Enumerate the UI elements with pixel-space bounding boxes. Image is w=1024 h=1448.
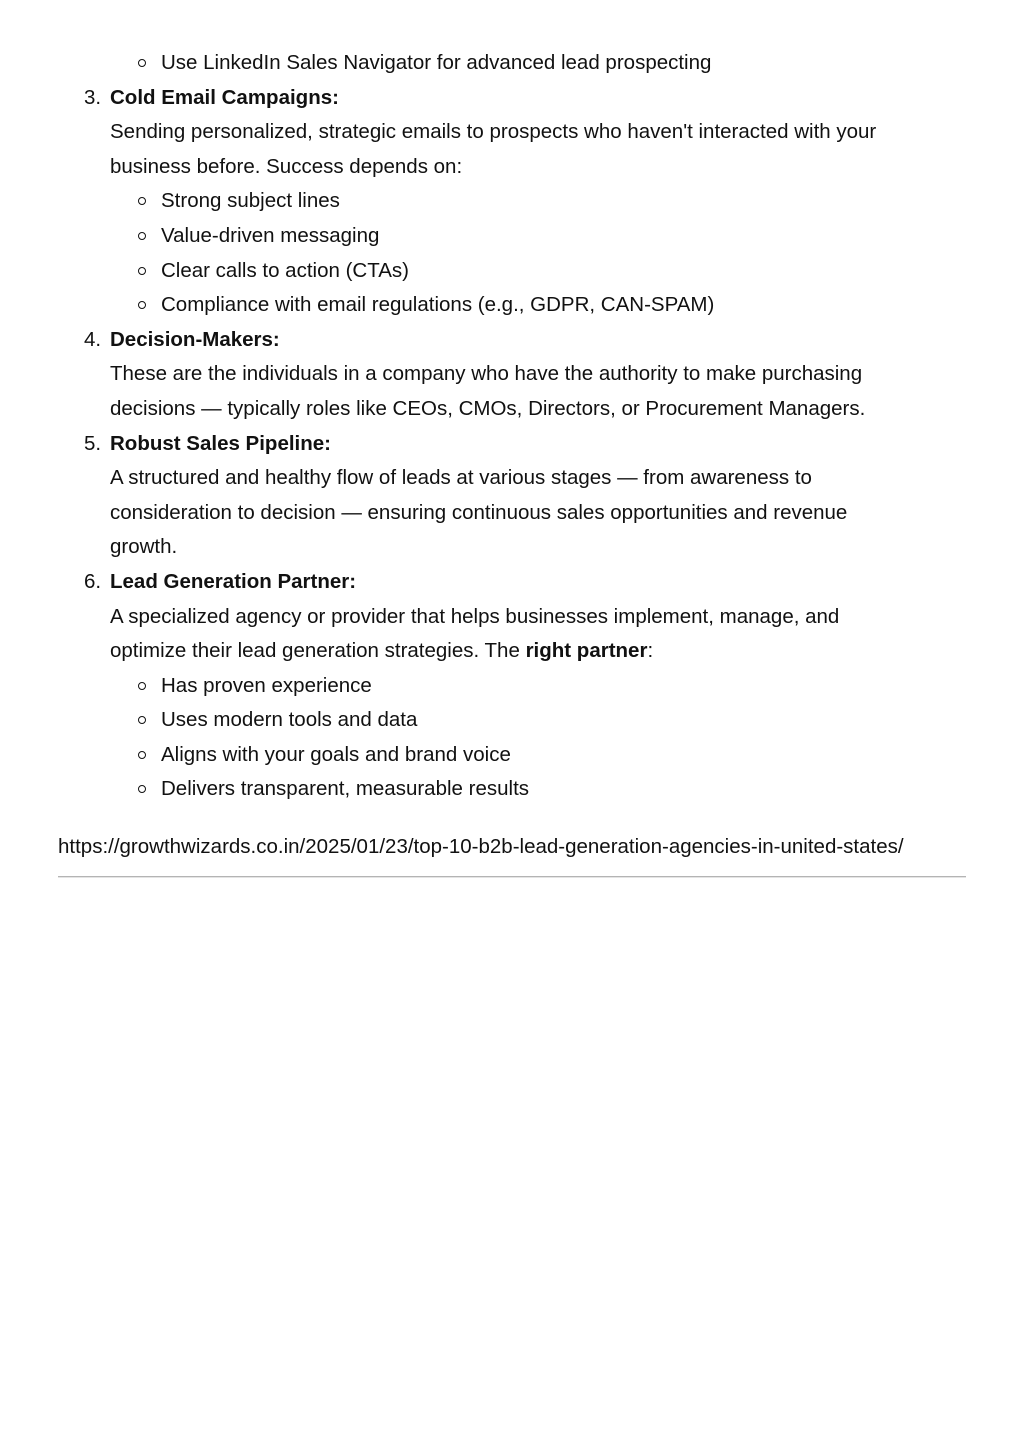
item-body-line: A specialized agency or provider that helps businesses implement, manage, and: [110, 604, 840, 628]
list-number: 3.: [84, 85, 102, 109]
list-number: 5.: [84, 431, 102, 455]
item-body-line: decisions — typically roles like CEOs, CMOs, Directors, or Procurement Managers.: [110, 396, 866, 420]
list-number: 6.: [84, 569, 102, 593]
hollow-bullet-icon: [138, 267, 146, 275]
list-number: 4.: [84, 327, 102, 351]
list-bullet-item: Compliance with email regulations (e.g., GDPR, CAN-SPAM): [0, 288, 1024, 323]
item-title: Lead Generation Partner:: [110, 569, 357, 593]
hollow-bullet-icon: [138, 301, 146, 309]
item-title: Cold Email Campaigns:: [110, 85, 339, 109]
item-body-line: growth.: [110, 535, 178, 559]
source-url[interactable]: https://growthwizards.co.in/2025/01/23/top-10-b2b-lead-generation-agencies-in-united-states/: [58, 835, 904, 858]
list-item-sales-pipeline: [0, 427, 1024, 462]
list-bullet-item: Clear calls to action (CTAs): [0, 254, 1024, 289]
list-bullet-item: Uses modern tools and data: [0, 703, 1024, 738]
item-title: Robust Sales Pipeline:: [110, 431, 331, 455]
horizontal-divider: [58, 876, 966, 878]
item-body-line: Sending personalized, strategic emails to prospects who haven't interacted with your: [110, 120, 877, 144]
hollow-bullet-icon: [138, 716, 146, 724]
list-item-lead-gen-partner: [0, 565, 1024, 600]
hollow-bullet-icon: [138, 59, 146, 67]
list-bullet-item: Strong subject lines: [0, 184, 1024, 219]
document-content: [0, 46, 1024, 807]
hollow-bullet-icon: [138, 785, 146, 793]
hollow-bullet-icon: [138, 751, 146, 759]
hollow-bullet-icon: [138, 682, 146, 690]
list-bullet-item: Delivers transparent, measurable results: [0, 772, 1024, 807]
list-item-decision-makers: [0, 323, 1024, 358]
list-bullet-item: Use LinkedIn Sales Navigator for advanced lead prospecting: [0, 46, 1024, 81]
item-body-line: consideration to decision — ensuring continuous sales opportunities and revenue: [110, 500, 848, 524]
list-item-cold-email: [0, 81, 1024, 116]
item-body-line: business before. Success depends on:: [110, 154, 463, 178]
emphasis-text: right partner: [525, 639, 648, 663]
item-body-line: These are the individuals in a company who have the authority to make purchasing: [110, 362, 863, 386]
list-bullet-item: Has proven experience: [0, 669, 1024, 704]
list-bullet-item: Aligns with your goals and brand voice: [0, 738, 1024, 773]
hollow-bullet-icon: [138, 232, 146, 240]
item-body-line: optimize their lead generation strategies. The right partner:: [110, 639, 654, 663]
hollow-bullet-icon: [138, 197, 146, 205]
item-body-line: A structured and healthy flow of leads at various stages — from awareness to: [110, 466, 812, 490]
list-bullet-item: Value-driven messaging: [0, 219, 1024, 254]
item-title: Decision-Makers:: [110, 327, 280, 351]
